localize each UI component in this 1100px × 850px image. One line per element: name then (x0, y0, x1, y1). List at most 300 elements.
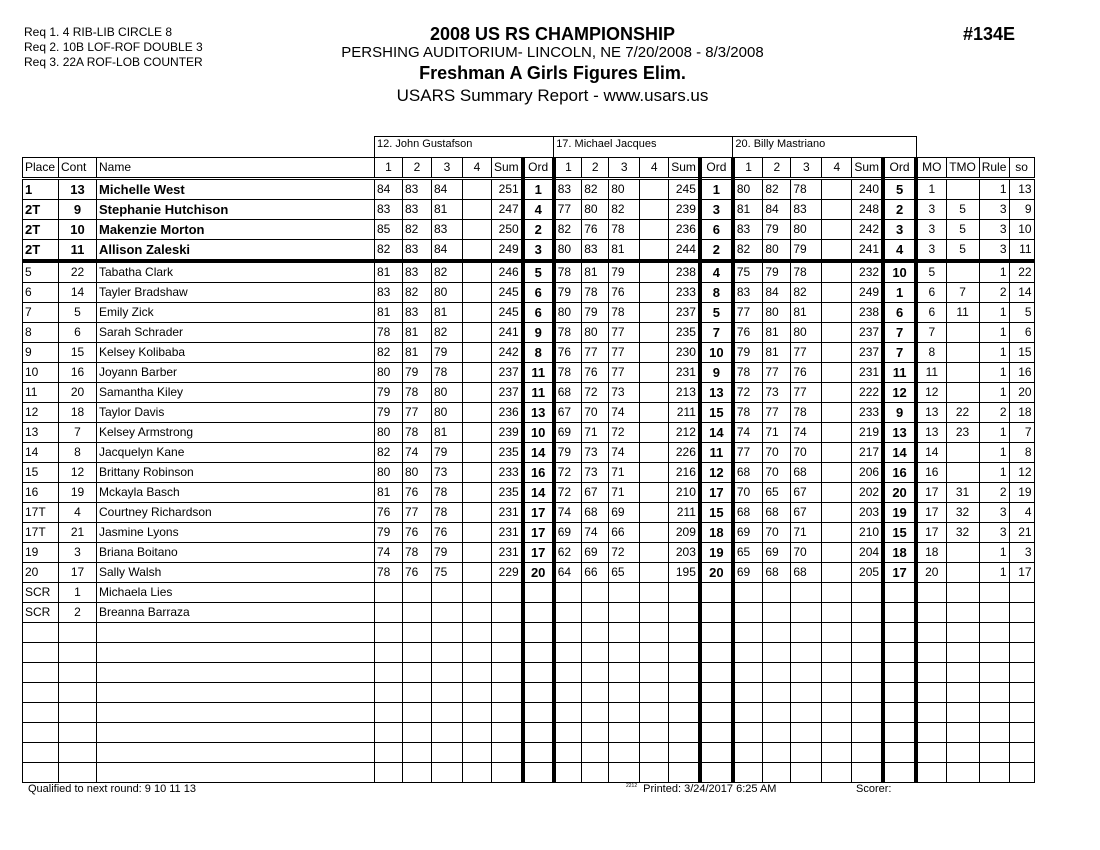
mo-cell: 20 (916, 563, 946, 583)
judge1-score-1-cell: 81 (375, 483, 403, 503)
judge1-score-1-cell: 83 (375, 200, 403, 220)
empty-cell (733, 703, 763, 723)
empty-cell (979, 623, 1009, 643)
judge3-sum-cell: 203 (852, 503, 883, 523)
judge3-score-4-cell (822, 323, 852, 343)
judge2-ordinal-cell: 17 (700, 483, 733, 503)
mo-cell: 3 (916, 240, 946, 262)
judge3-score-3-cell: 79 (791, 240, 822, 262)
empty-cell (554, 703, 582, 723)
judge2-sum-cell (669, 603, 700, 623)
judge2-ordinal-cell: 19 (700, 543, 733, 563)
empty-cell (582, 663, 609, 683)
judge3-score-3-cell (791, 583, 822, 603)
empty-cell (733, 763, 763, 783)
judge2-ordinal-cell: 9 (700, 363, 733, 383)
empty-cell (463, 723, 492, 743)
judge2-ordinal-cell: 3 (700, 200, 733, 220)
judge1-score-1-cell (375, 583, 403, 603)
judge3-ordinal-cell: 4 (883, 240, 916, 262)
judge3-score-2-cell: 81 (763, 323, 791, 343)
judge1-score-4-cell (463, 463, 492, 483)
judge3-ordinal-cell: 16 (883, 463, 916, 483)
rule-cell: 1 (979, 323, 1009, 343)
empty-cell (916, 623, 946, 643)
judge2-score-3-cell: 71 (609, 483, 640, 503)
judge3-sum-cell: 219 (852, 423, 883, 443)
contestant-number-cell: 14 (59, 283, 97, 303)
judge2-score-2-cell: 71 (582, 423, 609, 443)
judge2-ordinal-cell: 11 (700, 443, 733, 463)
empty-cell (432, 643, 463, 663)
mo-cell: 6 (916, 283, 946, 303)
judge2-score-1-cell: 62 (554, 543, 582, 563)
contestant-number-cell: 12 (59, 463, 97, 483)
judge1-score-2-cell (403, 583, 432, 603)
so-cell: 10 (1009, 220, 1034, 240)
judge1-ordinal-cell: 20 (523, 563, 554, 583)
judge1-score-1-cell: 79 (375, 383, 403, 403)
judge3-score-4-cell (822, 240, 852, 262)
printed-info (626, 783, 776, 795)
col-header-judge3-1: 1 (733, 158, 763, 179)
judge3-sum-cell: 205 (852, 563, 883, 583)
empty-cell (492, 683, 523, 703)
empty-cell (700, 643, 733, 663)
judge1-sum-cell: 235 (492, 443, 523, 463)
empty-cell (640, 723, 669, 743)
judges-row (23, 137, 1035, 158)
mo-cell (916, 603, 946, 623)
empty-cell (763, 763, 791, 783)
judge1-ordinal-cell: 13 (523, 403, 554, 423)
mo-cell: 6 (916, 303, 946, 323)
judge1-score-4-cell (463, 523, 492, 543)
col-header-place: Place (23, 158, 59, 179)
judge2-score-2-cell: 67 (582, 483, 609, 503)
table-row (23, 179, 1035, 200)
judge2-ordinal-cell: 1 (700, 179, 733, 200)
empty-cell (791, 623, 822, 643)
table-row (23, 323, 1035, 343)
empty-cell (403, 743, 432, 763)
judge2-score-2-cell: 82 (582, 179, 609, 200)
place-cell: 2T (23, 200, 59, 220)
printed-timestamp: Printed: 3/24/2017 6:25 AM (643, 783, 777, 795)
empty-cell (763, 703, 791, 723)
empty-cell (791, 723, 822, 743)
judge2-sum-cell: 211 (669, 503, 700, 523)
judge2-sum-cell: 212 (669, 423, 700, 443)
judge2-score-3-cell: 81 (609, 240, 640, 262)
judge2-score-2-cell: 73 (582, 463, 609, 483)
event-number: #134E (963, 24, 1016, 44)
empty-cell (1009, 703, 1034, 723)
judge1-score-1-cell: 80 (375, 463, 403, 483)
judge2-score-4-cell (640, 523, 669, 543)
judge2-sum-cell: 238 (669, 261, 700, 283)
tmo-cell (946, 563, 979, 583)
skater-name-cell: Jacquelyn Kane (97, 443, 375, 463)
judge2-sum-cell: 235 (669, 323, 700, 343)
judge1-ordinal-cell: 3 (523, 240, 554, 262)
contestant-number-cell: 13 (59, 179, 97, 200)
rule-cell (979, 583, 1009, 603)
empty-cell (640, 643, 669, 663)
judge1-score-1-cell: 83 (375, 283, 403, 303)
table-row (23, 283, 1035, 303)
rule-cell: 1 (979, 563, 1009, 583)
empty-cell (883, 643, 916, 663)
skater-name-cell: Michaela Lies (97, 583, 375, 603)
tmo-cell: 32 (946, 523, 979, 543)
judge2-score-2-cell: 83 (582, 240, 609, 262)
empty-row (23, 723, 1035, 743)
judge1-score-2-cell: 74 (403, 443, 432, 463)
tmo-cell (946, 383, 979, 403)
mo-cell: 5 (916, 261, 946, 283)
empty-cell (733, 643, 763, 663)
empty-cell (916, 723, 946, 743)
empty-cell (822, 743, 852, 763)
judge3-ordinal-cell: 15 (883, 523, 916, 543)
table-row (23, 583, 1035, 603)
empty-cell (582, 683, 609, 703)
judge3-score-1-cell: 78 (733, 403, 763, 423)
tmo-cell: 22 (946, 403, 979, 423)
judge1-score-3-cell: 79 (432, 343, 463, 363)
judge3-score-4-cell (822, 383, 852, 403)
empty-cell (609, 623, 640, 643)
so-cell (1009, 603, 1034, 623)
judge3-score-1-cell: 82 (733, 240, 763, 262)
judge2-score-1-cell: 80 (554, 303, 582, 323)
empty-cell (669, 763, 700, 783)
empty-cell (523, 723, 554, 743)
judge1-score-2-cell: 77 (403, 503, 432, 523)
judge1-score-1-cell: 82 (375, 240, 403, 262)
judge3-sum-cell: 248 (852, 200, 883, 220)
empty-cell (700, 703, 733, 723)
judge1-score-3-cell: 84 (432, 179, 463, 200)
judge3-score-1-cell: 75 (733, 261, 763, 283)
skater-name-cell: Michelle West (97, 179, 375, 200)
table-row (23, 383, 1035, 403)
tmo-cell (946, 343, 979, 363)
so-cell: 6 (1009, 323, 1034, 343)
empty-cell (669, 643, 700, 663)
requirements-list (24, 25, 203, 70)
so-cell: 22 (1009, 261, 1034, 283)
judge1-score-2-cell: 81 (403, 343, 432, 363)
empty-cell (432, 763, 463, 783)
judge3-score-2-cell: 84 (763, 283, 791, 303)
tiny-mark: 2212 (626, 783, 638, 789)
empty-cell (946, 643, 979, 663)
report-subtitle: USARS Summary Report - www.usars.us (396, 86, 709, 105)
col-header-judge2-sum: Sum (669, 158, 700, 179)
empty-cell (463, 683, 492, 703)
empty-row (23, 743, 1035, 763)
empty-cell (852, 763, 883, 783)
judge2-score-1-cell: 80 (554, 240, 582, 262)
so-cell: 16 (1009, 363, 1034, 383)
judge3-sum-cell: 237 (852, 323, 883, 343)
judge1-sum-cell: 239 (492, 423, 523, 443)
table-row (23, 343, 1035, 363)
judge3-score-1-cell: 69 (733, 563, 763, 583)
judge2-score-4-cell (640, 363, 669, 383)
judge2-score-4-cell (640, 463, 669, 483)
empty-cell (492, 723, 523, 743)
judge2-score-3-cell: 73 (609, 383, 640, 403)
contestant-number-cell: 7 (59, 423, 97, 443)
judge1-score-3-cell: 83 (432, 220, 463, 240)
empty-cell (700, 683, 733, 703)
empty-cell (463, 623, 492, 643)
judge2-score-3-cell: 71 (609, 463, 640, 483)
judge3-sum-cell: 204 (852, 543, 883, 563)
judge2-score-3-cell: 77 (609, 323, 640, 343)
judge1-score-3-cell: 79 (432, 543, 463, 563)
empty-cell (463, 643, 492, 663)
empty-cell (463, 703, 492, 723)
judge2-score-3-cell: 78 (609, 220, 640, 240)
judge2-score-4-cell (640, 423, 669, 443)
judge2-ordinal-cell: 15 (700, 403, 733, 423)
judge3-score-4-cell (822, 503, 852, 523)
judge2-score-2-cell: 68 (582, 503, 609, 523)
judge3-score-4-cell (822, 283, 852, 303)
empty-cell (97, 623, 375, 643)
place-cell: 20 (23, 563, 59, 583)
empty-cell (59, 723, 97, 743)
empty-cell (883, 743, 916, 763)
judge1-score-3-cell: 80 (432, 383, 463, 403)
judge2-ordinal-cell: 6 (700, 220, 733, 240)
judge2-score-2-cell: 66 (582, 563, 609, 583)
contestant-number-cell: 15 (59, 343, 97, 363)
judge2-score-1-cell: 67 (554, 403, 582, 423)
empty-cell (979, 763, 1009, 783)
judge1-sum-cell: 250 (492, 220, 523, 240)
judge2-score-4-cell (640, 343, 669, 363)
judge3-score-3-cell: 70 (791, 443, 822, 463)
empty-cell (640, 623, 669, 643)
judge2-score-1-cell: 74 (554, 503, 582, 523)
judge3-score-4-cell (822, 220, 852, 240)
judge2-ordinal-cell: 20 (700, 563, 733, 583)
empty-cell (403, 763, 432, 783)
skater-name-cell: Kelsey Kolibaba (97, 343, 375, 363)
tmo-cell: 31 (946, 483, 979, 503)
mo-cell: 3 (916, 220, 946, 240)
empty-cell (852, 723, 883, 743)
rule-cell: 1 (979, 179, 1009, 200)
empty-cell (883, 623, 916, 643)
empty-cell (883, 763, 916, 783)
judge1-score-3-cell: 79 (432, 443, 463, 463)
empty-cell (375, 623, 403, 643)
judge2-score-2-cell: 81 (582, 261, 609, 283)
empty-cell (375, 743, 403, 763)
judge2-ordinal-cell: 4 (700, 261, 733, 283)
judge3-ordinal-cell: 20 (883, 483, 916, 503)
rule-cell: 1 (979, 383, 1009, 403)
empty-cell (59, 743, 97, 763)
judge2-ordinal-cell: 18 (700, 523, 733, 543)
judge1-score-4-cell (463, 603, 492, 623)
judge3-score-3-cell: 74 (791, 423, 822, 443)
contestant-number-cell: 20 (59, 383, 97, 403)
empty-cell (492, 703, 523, 723)
empty-cell (946, 723, 979, 743)
judge1-sum-cell: 236 (492, 403, 523, 423)
col-header-judge3-3: 3 (791, 158, 822, 179)
judge2-score-3-cell: 69 (609, 503, 640, 523)
judge1-ordinal-cell (523, 603, 554, 623)
judge2-score-2-cell: 69 (582, 543, 609, 563)
judge1-sum-cell: 231 (492, 523, 523, 543)
judge3-score-2-cell: 70 (763, 463, 791, 483)
judge3-score-3-cell: 78 (791, 179, 822, 200)
so-cell: 20 (1009, 383, 1034, 403)
report-header (300, 24, 805, 107)
judge3-sum-cell: 238 (852, 303, 883, 323)
judge1-score-1-cell: 80 (375, 363, 403, 383)
empty-cell (883, 723, 916, 743)
judge1-ordinal-cell: 11 (523, 383, 554, 403)
judge1-score-1-cell: 84 (375, 179, 403, 200)
judge3-score-3-cell: 68 (791, 463, 822, 483)
empty-cell (582, 623, 609, 643)
table-row (23, 523, 1035, 543)
empty-cell (23, 763, 59, 783)
judge1-score-1-cell: 81 (375, 303, 403, 323)
skater-name-cell: Tayler Bradshaw (97, 283, 375, 303)
empty-cell (669, 723, 700, 743)
empty-cell (883, 663, 916, 683)
mo-cell: 17 (916, 523, 946, 543)
judge1-score-3-cell (432, 603, 463, 623)
empty-cell (97, 743, 375, 763)
empty-cell (403, 703, 432, 723)
judge1-score-4-cell (463, 383, 492, 403)
empty-cell (23, 743, 59, 763)
empty-cell (979, 643, 1009, 663)
empty-cell (432, 743, 463, 763)
col-header-so: so (1009, 158, 1034, 179)
skater-name-cell: Sarah Schrader (97, 323, 375, 343)
judge1-score-3-cell: 84 (432, 240, 463, 262)
judge3-score-3-cell: 83 (791, 200, 822, 220)
mo-cell: 3 (916, 200, 946, 220)
judge3-score-1-cell: 81 (733, 200, 763, 220)
judge1-score-3-cell: 78 (432, 503, 463, 523)
empty-cell (463, 763, 492, 783)
col-header-judge3-sum: Sum (852, 158, 883, 179)
mo-cell: 12 (916, 383, 946, 403)
judge3-sum-cell: 242 (852, 220, 883, 240)
empty-cell (733, 663, 763, 683)
empty-cell (916, 703, 946, 723)
empty-cell (852, 663, 883, 683)
empty-cell (554, 643, 582, 663)
tmo-cell (946, 179, 979, 200)
judge1-score-3-cell: 75 (432, 563, 463, 583)
tmo-cell: 32 (946, 503, 979, 523)
judge3-score-3-cell: 81 (791, 303, 822, 323)
empty-cell (1009, 683, 1034, 703)
empty-cell (640, 663, 669, 683)
judge1-score-2-cell: 76 (403, 563, 432, 583)
tmo-cell (946, 463, 979, 483)
judge3-score-4-cell (822, 261, 852, 283)
empty-cell (946, 623, 979, 643)
tmo-cell (946, 583, 979, 603)
empty-cell (669, 623, 700, 643)
judge1-score-2-cell: 82 (403, 283, 432, 303)
empty-cell (946, 743, 979, 763)
judge1-ordinal-cell: 9 (523, 323, 554, 343)
place-cell: 6 (23, 283, 59, 303)
mo-cell: 18 (916, 543, 946, 563)
empty-cell (97, 663, 375, 683)
judge1-score-3-cell: 78 (432, 483, 463, 503)
judge1-sum-cell (492, 603, 523, 623)
judge1-sum-cell: 246 (492, 261, 523, 283)
mo-cell: 13 (916, 423, 946, 443)
empty-cell (523, 743, 554, 763)
judge-1-name: 12. John Gustafson (375, 137, 554, 158)
empty-cell (375, 683, 403, 703)
empty-row (23, 623, 1035, 643)
judge3-score-2-cell: 68 (763, 563, 791, 583)
contestant-number-cell: 4 (59, 503, 97, 523)
judge3-sum-cell: 222 (852, 383, 883, 403)
empty-cell (946, 663, 979, 683)
so-cell: 14 (1009, 283, 1034, 303)
judge3-score-1-cell: 77 (733, 303, 763, 323)
empty-cell (822, 683, 852, 703)
judge3-score-3-cell: 77 (791, 343, 822, 363)
judge2-score-3-cell (609, 583, 640, 603)
judge1-score-2-cell: 78 (403, 383, 432, 403)
judge1-sum-cell: 245 (492, 283, 523, 303)
rule-cell: 2 (979, 483, 1009, 503)
so-cell: 17 (1009, 563, 1034, 583)
judge1-ordinal-cell: 5 (523, 261, 554, 283)
mo-cell: 1 (916, 179, 946, 200)
judge1-score-3-cell: 81 (432, 303, 463, 323)
empty-cell (582, 763, 609, 783)
judge3-score-3-cell: 67 (791, 483, 822, 503)
place-cell: 14 (23, 443, 59, 463)
so-cell: 15 (1009, 343, 1034, 363)
empty-cell (700, 763, 733, 783)
judge2-ordinal-cell: 13 (700, 383, 733, 403)
col-header-judge1-sum: Sum (492, 158, 523, 179)
rule-cell: 1 (979, 463, 1009, 483)
empty-cell (609, 743, 640, 763)
so-cell: 3 (1009, 543, 1034, 563)
empty-cell (609, 663, 640, 683)
judge2-ordinal-cell: 7 (700, 323, 733, 343)
tmo-cell: 5 (946, 200, 979, 220)
judge3-score-1-cell: 83 (733, 283, 763, 303)
judge2-score-4-cell (640, 383, 669, 403)
empty-cell (523, 643, 554, 663)
